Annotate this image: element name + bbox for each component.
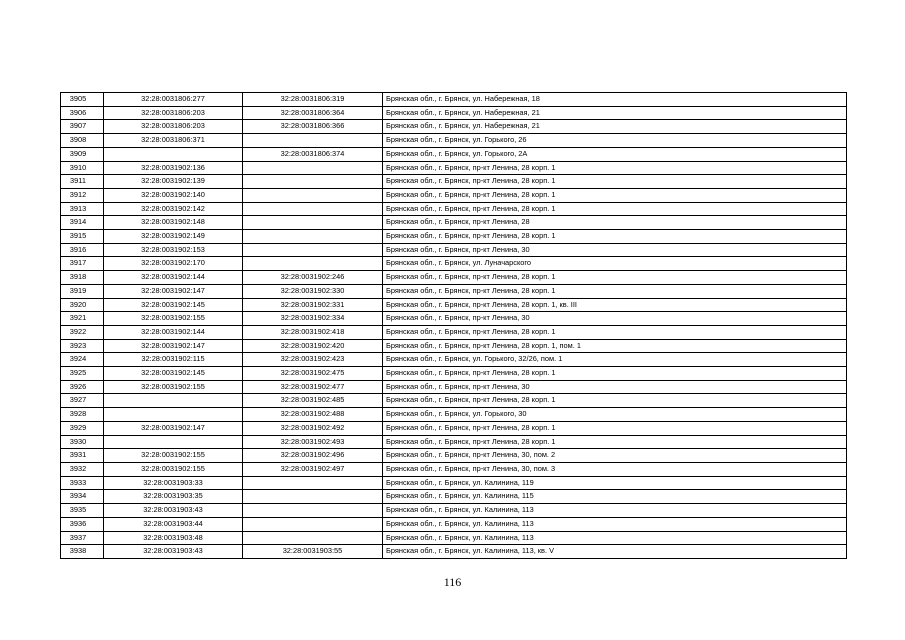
table-row	[61, 408, 847, 422]
address-cell: Брянская обл., г. Брянск, пр-кт Ленина, 30	[383, 380, 847, 394]
related-cadastral-number-cell: 32:28:0031902:492	[243, 421, 383, 435]
row-number-cell: 3911	[61, 175, 104, 189]
address-cell: Брянская обл., г. Брянск, пр-кт Ленина, 28 корп. 1	[383, 284, 847, 298]
row-number-cell: 3935	[61, 504, 104, 518]
address-cell: Брянская обл., г. Брянск, пр-кт Ленина, 30, пом. 3	[383, 462, 847, 476]
related-cadastral-number-cell: 32:28:0031902:334	[243, 312, 383, 326]
table-row	[61, 161, 847, 175]
related-cadastral-number-cell	[243, 243, 383, 257]
related-cadastral-number-cell: 32:28:0031902:475	[243, 367, 383, 381]
row-number-cell: 3916	[61, 243, 104, 257]
related-cadastral-number-cell: 32:28:0031902:246	[243, 271, 383, 285]
related-cadastral-number-cell: 32:28:0031806:319	[243, 93, 383, 107]
related-cadastral-number-cell	[243, 257, 383, 271]
row-number-cell: 3922	[61, 325, 104, 339]
cadastral-number-cell: 32:28:0031806:371	[104, 134, 243, 148]
row-number-cell: 3936	[61, 517, 104, 531]
cadastral-number-cell	[104, 408, 243, 422]
registry-table-body	[61, 93, 847, 559]
row-number-cell: 3907	[61, 120, 104, 134]
table-row	[61, 435, 847, 449]
cadastral-number-cell: 32:28:0031903:44	[104, 517, 243, 531]
related-cadastral-number-cell: 32:28:0031902:497	[243, 462, 383, 476]
address-cell: Брянская обл., г. Брянск, пр-кт Ленина, 30	[383, 243, 847, 257]
row-number-cell: 3934	[61, 490, 104, 504]
address-cell: Брянская обл., г. Брянск, пр-кт Ленина, 28 корп. 1	[383, 161, 847, 175]
table-row	[61, 531, 847, 545]
cadastral-number-cell: 32:28:0031902:147	[104, 284, 243, 298]
row-number-cell: 3929	[61, 421, 104, 435]
related-cadastral-number-cell	[243, 531, 383, 545]
related-cadastral-number-cell: 32:28:0031902:420	[243, 339, 383, 353]
related-cadastral-number-cell: 32:28:0031902:477	[243, 380, 383, 394]
table-row	[61, 353, 847, 367]
table-row	[61, 93, 847, 107]
table-row	[61, 298, 847, 312]
related-cadastral-number-cell: 32:28:0031902:496	[243, 449, 383, 463]
address-cell: Брянская обл., г. Брянск, ул. Горького, 26	[383, 134, 847, 148]
related-cadastral-number-cell	[243, 476, 383, 490]
related-cadastral-number-cell: 32:28:0031902:423	[243, 353, 383, 367]
related-cadastral-number-cell: 32:28:0031902:488	[243, 408, 383, 422]
related-cadastral-number-cell	[243, 517, 383, 531]
address-cell: Брянская обл., г. Брянск, пр-кт Ленина, 28 корп. 1	[383, 188, 847, 202]
row-number-cell: 3925	[61, 367, 104, 381]
table-row	[61, 312, 847, 326]
table-row	[61, 175, 847, 189]
related-cadastral-number-cell: 32:28:0031902:493	[243, 435, 383, 449]
row-number-cell: 3910	[61, 161, 104, 175]
related-cadastral-number-cell	[243, 216, 383, 230]
cadastral-number-cell: 32:28:0031902:153	[104, 243, 243, 257]
address-cell: Брянская обл., г. Брянск, пр-кт Ленина, 28 корп. 1	[383, 202, 847, 216]
address-cell: Брянская обл., г. Брянск, пр-кт Ленина, 28 корп. 1	[383, 230, 847, 244]
related-cadastral-number-cell	[243, 188, 383, 202]
table-row	[61, 394, 847, 408]
cadastral-number-cell: 32:28:0031902:144	[104, 325, 243, 339]
address-cell: Брянская обл., г. Брянск, пр-кт Ленина, 30	[383, 312, 847, 326]
row-number-cell: 3920	[61, 298, 104, 312]
address-cell: Брянская обл., г. Брянск, ул. Калинина, 113	[383, 517, 847, 531]
cadastral-number-cell: 32:28:0031902:136	[104, 161, 243, 175]
row-number-cell: 3927	[61, 394, 104, 408]
row-number-cell: 3915	[61, 230, 104, 244]
cadastral-number-cell: 32:28:0031902:149	[104, 230, 243, 244]
table-row	[61, 216, 847, 230]
cadastral-number-cell: 32:28:0031902:139	[104, 175, 243, 189]
address-cell: Брянская обл., г. Брянск, ул. Набережная, 21	[383, 106, 847, 120]
row-number-cell: 3924	[61, 353, 104, 367]
row-number-cell: 3917	[61, 257, 104, 271]
row-number-cell: 3905	[61, 93, 104, 107]
cadastral-number-cell: 32:28:0031903:33	[104, 476, 243, 490]
address-cell: Брянская обл., г. Брянск, ул. Набережная, 18	[383, 93, 847, 107]
table-row	[61, 367, 847, 381]
cadastral-number-cell: 32:28:0031902:145	[104, 367, 243, 381]
table-row	[61, 134, 847, 148]
address-cell: Брянская обл., г. Брянск, пр-кт Ленина, 28 корп. 1	[383, 421, 847, 435]
row-number-cell: 3919	[61, 284, 104, 298]
address-cell: Брянская обл., г. Брянск, пр-кт Ленина, 28 корп. 1	[383, 271, 847, 285]
cadastral-number-cell: 32:28:0031903:48	[104, 531, 243, 545]
related-cadastral-number-cell	[243, 161, 383, 175]
related-cadastral-number-cell: 32:28:0031902:418	[243, 325, 383, 339]
address-cell: Брянская обл., г. Брянск, пр-кт Ленина, 28 корп. 1	[383, 435, 847, 449]
address-cell: Брянская обл., г. Брянск, ул. Калинина, 113, кв. V	[383, 545, 847, 559]
registry-table	[60, 92, 847, 559]
address-cell: Брянская обл., г. Брянск, ул. Горького, 30	[383, 408, 847, 422]
table-row	[61, 257, 847, 271]
cadastral-number-cell	[104, 147, 243, 161]
table-row	[61, 462, 847, 476]
cadastral-number-cell: 32:28:0031902:140	[104, 188, 243, 202]
table-row	[61, 504, 847, 518]
row-number-cell: 3914	[61, 216, 104, 230]
table-row	[61, 202, 847, 216]
table-row	[61, 490, 847, 504]
cadastral-number-cell: 32:28:0031806:277	[104, 93, 243, 107]
cadastral-number-cell: 32:28:0031903:35	[104, 490, 243, 504]
related-cadastral-number-cell: 32:28:0031902:485	[243, 394, 383, 408]
table-row	[61, 188, 847, 202]
row-number-cell: 3918	[61, 271, 104, 285]
cadastral-number-cell: 32:28:0031902:147	[104, 421, 243, 435]
address-cell: Брянская обл., г. Брянск, ул. Калинина, 119	[383, 476, 847, 490]
table-row	[61, 380, 847, 394]
row-number-cell: 3921	[61, 312, 104, 326]
related-cadastral-number-cell	[243, 202, 383, 216]
related-cadastral-number-cell: 32:28:0031902:330	[243, 284, 383, 298]
row-number-cell: 3926	[61, 380, 104, 394]
row-number-cell: 3931	[61, 449, 104, 463]
address-cell: Брянская обл., г. Брянск, ул. Набережная, 21	[383, 120, 847, 134]
cadastral-number-cell: 32:28:0031902:148	[104, 216, 243, 230]
cadastral-number-cell	[104, 394, 243, 408]
row-number-cell: 3909	[61, 147, 104, 161]
address-cell: Брянская обл., г. Брянск, пр-кт Ленина, 28 корп. 1	[383, 394, 847, 408]
cadastral-number-cell: 32:28:0031902:142	[104, 202, 243, 216]
address-cell: Брянская обл., г. Брянск, ул. Горького, 2А	[383, 147, 847, 161]
row-number-cell: 3930	[61, 435, 104, 449]
table-row	[61, 339, 847, 353]
table-row	[61, 120, 847, 134]
cadastral-number-cell: 32:28:0031903:43	[104, 504, 243, 518]
row-number-cell: 3933	[61, 476, 104, 490]
table-row	[61, 284, 847, 298]
table-row	[61, 476, 847, 490]
table-row	[61, 545, 847, 559]
row-number-cell: 3912	[61, 188, 104, 202]
row-number-cell: 3913	[61, 202, 104, 216]
related-cadastral-number-cell: 32:28:0031806:366	[243, 120, 383, 134]
cadastral-number-cell: 32:28:0031902:155	[104, 449, 243, 463]
address-cell: Брянская обл., г. Брянск, пр-кт Ленина, 28 корп. 1, пом. 1	[383, 339, 847, 353]
cadastral-number-cell: 32:28:0031902:155	[104, 312, 243, 326]
cadastral-number-cell: 32:28:0031902:115	[104, 353, 243, 367]
related-cadastral-number-cell: 32:28:0031902:331	[243, 298, 383, 312]
address-cell: Брянская обл., г. Брянск, пр-кт Ленина, 30, пом. 2	[383, 449, 847, 463]
table-row	[61, 271, 847, 285]
related-cadastral-number-cell: 32:28:0031806:364	[243, 106, 383, 120]
row-number-cell: 3923	[61, 339, 104, 353]
table-row	[61, 449, 847, 463]
related-cadastral-number-cell: 32:28:0031903:55	[243, 545, 383, 559]
address-cell: Брянская обл., г. Брянск, ул. Калинина, 113	[383, 531, 847, 545]
table-row	[61, 106, 847, 120]
address-cell: Брянская обл., г. Брянск, пр-кт Ленина, 28 корп. 1	[383, 367, 847, 381]
related-cadastral-number-cell	[243, 175, 383, 189]
related-cadastral-number-cell	[243, 134, 383, 148]
related-cadastral-number-cell	[243, 230, 383, 244]
cadastral-number-cell: 32:28:0031806:203	[104, 106, 243, 120]
cadastral-number-cell: 32:28:0031903:43	[104, 545, 243, 559]
row-number-cell: 3908	[61, 134, 104, 148]
row-number-cell: 3906	[61, 106, 104, 120]
table-row	[61, 243, 847, 257]
related-cadastral-number-cell: 32:28:0031806:374	[243, 147, 383, 161]
row-number-cell: 3928	[61, 408, 104, 422]
table-row	[61, 421, 847, 435]
cadastral-number-cell: 32:28:0031902:155	[104, 380, 243, 394]
related-cadastral-number-cell	[243, 504, 383, 518]
address-cell: Брянская обл., г. Брянск, пр-кт Ленина, 28 корп. 1	[383, 175, 847, 189]
table-row	[61, 147, 847, 161]
row-number-cell: 3932	[61, 462, 104, 476]
cadastral-number-cell	[104, 435, 243, 449]
address-cell: Брянская обл., г. Брянск, ул. Луначарского	[383, 257, 847, 271]
table-row	[61, 325, 847, 339]
table-row	[61, 517, 847, 531]
address-cell: Брянская обл., г. Брянск, ул. Калинина, 113	[383, 504, 847, 518]
cadastral-number-cell: 32:28:0031902:170	[104, 257, 243, 271]
address-cell: Брянская обл., г. Брянск, пр-кт Ленина, 28 корп. 1	[383, 325, 847, 339]
address-cell: Брянская обл., г. Брянск, ул. Горького, 32/26, пом. 1	[383, 353, 847, 367]
row-number-cell: 3937	[61, 531, 104, 545]
page-number: 116	[443, 575, 462, 589]
cadastral-number-cell: 32:28:0031902:145	[104, 298, 243, 312]
row-number-cell: 3938	[61, 545, 104, 559]
cadastral-number-cell: 32:28:0031806:203	[104, 120, 243, 134]
address-cell: Брянская обл., г. Брянск, пр-кт Ленина, 28 корп. 1, кв. III	[383, 298, 847, 312]
address-cell: Брянская обл., г. Брянск, ул. Калинина, 115	[383, 490, 847, 504]
cadastral-number-cell: 32:28:0031902:155	[104, 462, 243, 476]
address-cell: Брянская обл., г. Брянск, пр-кт Ленина, 28	[383, 216, 847, 230]
cadastral-number-cell: 32:28:0031902:144	[104, 271, 243, 285]
cadastral-number-cell: 32:28:0031902:147	[104, 339, 243, 353]
table-row	[61, 230, 847, 244]
related-cadastral-number-cell	[243, 490, 383, 504]
